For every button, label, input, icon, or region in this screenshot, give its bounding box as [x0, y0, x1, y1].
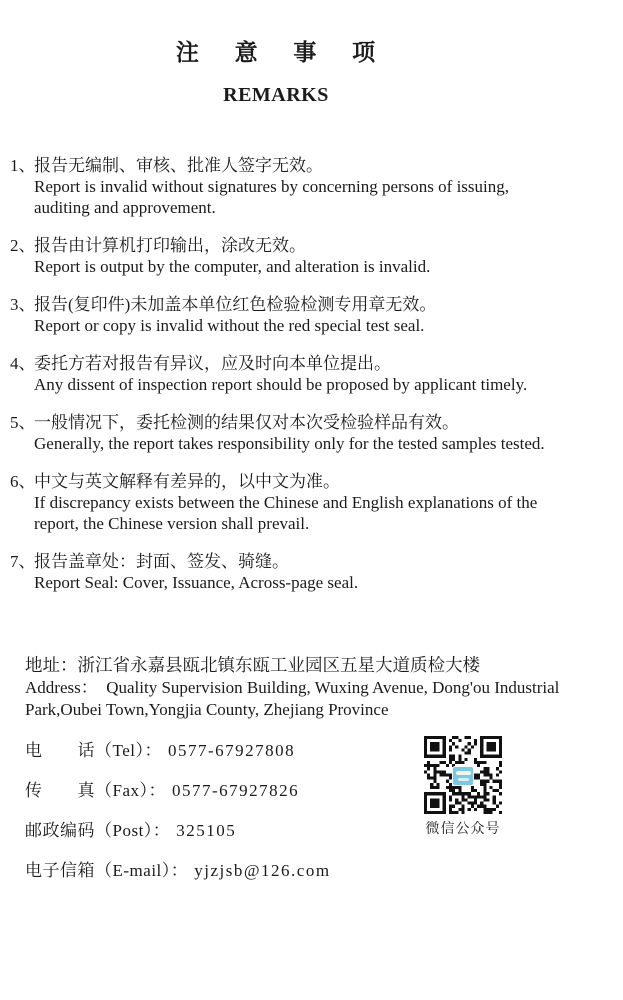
- remark-body: [34, 353, 570, 395]
- remark-text-cn: 报告(复印件)未加盖本单位红色检验检测专用章无效。: [34, 295, 437, 314]
- address-english-line: Address： Quality Supervision Building, Wuxing Avenue, Dong'ou Industrial: [25, 677, 560, 697]
- contact-label: 传 真（Fax）：: [25, 781, 166, 800]
- remark-item: [10, 294, 570, 336]
- contact-row: [25, 820, 425, 841]
- remark-number: 2、: [10, 236, 36, 255]
- remark-text-en: report, the Chinese version shall prevail.: [34, 514, 310, 533]
- contact-block: [25, 740, 425, 900]
- qr-logo-mark: [458, 778, 469, 781]
- remark-number: 4、: [10, 354, 36, 373]
- address-chinese: 地址：浙江省永嘉县瓯北镇东瓯工业园区五星大道质检大楼: [25, 655, 480, 675]
- remark-number: 3、: [10, 295, 36, 314]
- contact-label: 电子信箱（E-mail）：: [25, 861, 189, 880]
- contact-row: [25, 780, 425, 801]
- remark-item: [10, 471, 570, 534]
- remark-body: [34, 412, 570, 454]
- remark-text-en: If discrepancy exists between the Chinese and English explanations of the: [34, 493, 538, 512]
- remark-item: [10, 551, 570, 593]
- remark-text-cn: 中文与英文解释有差异的，以中文为准。: [34, 472, 340, 491]
- remark-text-en: Report Seal: Cover, Issuance, Across-page seal.: [34, 573, 359, 592]
- remark-item: [10, 235, 570, 277]
- remark-number: 1、: [10, 156, 36, 175]
- remark-text-en: Any dissent of inspection report should be proposed by applicant timely.: [34, 375, 528, 394]
- remark-item: [10, 155, 570, 218]
- contact-label: 邮政编码（Post）：: [25, 821, 171, 840]
- remark-text-en: Report is invalid without signatures by concerning persons of issuing,: [34, 177, 509, 196]
- remark-text-en: Report is output by the computer, and alteration is invalid.: [34, 257, 431, 276]
- contact-value: 0577-67927826: [172, 781, 300, 800]
- remark-text-cn: 报告无编制、审核、批准人签字无效。: [34, 156, 323, 175]
- contact-value: yjzjsb@126.com: [194, 861, 331, 880]
- page-title-chinese: 注 意 事 项: [175, 40, 377, 65]
- remark-item: [10, 353, 570, 395]
- remark-text-cn: 报告盖章处：封面、签发、骑缝。: [34, 552, 289, 571]
- page-header: [0, 34, 552, 107]
- remark-body: [34, 235, 570, 277]
- address-block: [25, 654, 590, 722]
- remark-text-en: Report or copy is invalid without the red special test seal.: [34, 316, 425, 335]
- address-english-line: Park,Oubei Town,Yongjia County, Zhejiang Province: [25, 700, 389, 719]
- remark-text-cn: 一般情况下，委托检测的结果仅对本次受检验样品有效。: [34, 413, 459, 432]
- contact-label: 电 话（Tel）：: [25, 741, 162, 760]
- remark-text-en: Generally, the report takes responsibility only for the tested samples tested.: [34, 434, 545, 453]
- qr-center-logo: [452, 766, 474, 786]
- contact-value: 325105: [176, 821, 237, 840]
- contact-row: [25, 740, 425, 761]
- remark-body: [34, 155, 570, 218]
- wechat-qr-block: [424, 736, 502, 838]
- qr-logo-mark: [456, 771, 471, 775]
- remark-text-cn: 报告由计算机打印输出，涂改无效。: [34, 236, 306, 255]
- address-english: [25, 677, 590, 722]
- contact-row: [25, 860, 425, 881]
- remark-number: 6、: [10, 472, 36, 491]
- remark-body: [34, 471, 570, 534]
- page-title-english: REMARKS: [223, 84, 329, 106]
- remark-number: 5、: [10, 413, 36, 432]
- contact-value: 0577-67927808: [167, 741, 296, 760]
- remarks-list: [10, 155, 570, 610]
- remark-body: [34, 294, 570, 336]
- remark-number: 7、: [10, 552, 36, 571]
- remark-text-en: auditing and approvement.: [34, 198, 216, 217]
- remark-item: [10, 412, 570, 454]
- remark-body: [34, 551, 570, 593]
- remark-text-cn: 委托方若对报告有异议，应及时向本单位提出。: [34, 354, 391, 373]
- wechat-account-label: 微信公众号: [425, 822, 501, 837]
